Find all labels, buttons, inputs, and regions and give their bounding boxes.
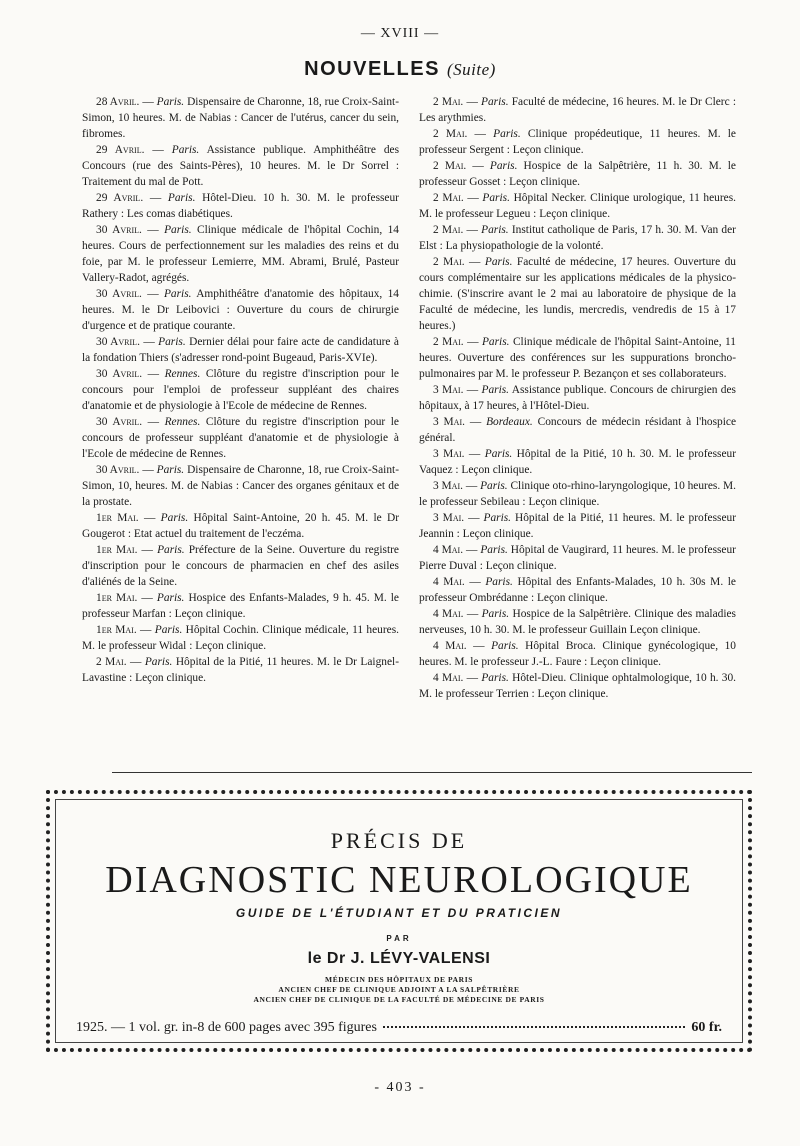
news-entry: 30 Avril. — Paris. Clinique médicale de l'hôpital Cochin, 14 heures. Cours de perfectionnement sur les maladies des reins et du foie, par M. le professeur Lemierre, MM. Abrami, Brulé, Pasteur Vallery-Radot, agrégés. xyxy=(82,224,399,284)
entry-date: 3 Mai. xyxy=(433,416,465,428)
entry-text: Hospice des Enfants-Malades, 9 h. 45. M. le professeur Marfan : Leçon clinique. xyxy=(82,592,399,620)
entry-city: Paris. xyxy=(156,96,185,108)
entry-text: Préfecture de la Seine. Ouverture du registre d'inscription pour le concours de pharmacien en chef des asiles d'aliénés de la Seine. xyxy=(82,544,399,588)
news-entry: 4 Mai. — Paris. Hospice de la Salpêtrière. Clinique des maladies nerveuses, 10 h. 30. M. le professeur Guillain Leçon clinique. xyxy=(419,608,736,636)
news-entry: 29 Avril. — Paris. Hôtel-Dieu. 10 h. 30. M. le professeur Rathery : Les comas diabétiques. xyxy=(82,192,399,220)
entry-text: Clinique médicale de l'hôpital Saint-Antoine, 11 heures. Ouverture des conférences sur les suppurations broncho-pulmonaires par M. le professeur P. Bezançon et ses collaborateurs. xyxy=(419,336,736,380)
news-entry: 4 Mai. — Paris. Hôpital des Enfants-Malades, 10 h. 30s M. le professeur Ombrédanne : Leçon clinique. xyxy=(419,576,736,604)
news-entry: 3 Mai. — Paris. Clinique oto-rhino-laryngologique, 10 heures. M. le professeur Sebileau : Leçon clinique. xyxy=(419,480,737,508)
entry-city: Paris. xyxy=(160,512,189,524)
entry-text: Hôpital de la Pitié, 10 h. 30. M. le professeur Vaquez : Leçon clinique. xyxy=(419,448,736,476)
entry-city: Rennes. xyxy=(164,368,201,380)
entry-text: Assistance publique. Concours de chirurgien des hôpitaux, à 17 heures, à l'Hôtel-Dieu. xyxy=(419,384,736,412)
entry-date: 4 Mai. xyxy=(433,608,464,620)
news-entry: 2 Mai. — Paris. Faculté de médecine, 17 heures. Ouverture du cours complémentaire sur les applications médicales de la physico-chimie. (S'inscrire avant le 2 mai au laboratoire de physique de la Faculté de médecine, les lundis, mercredis, vendredis de 15 à 17 heures.) xyxy=(419,256,736,332)
news-entry: 3 Mai. — Bordeaux. Concours de médecin résidant à l'hospice général. xyxy=(419,416,736,444)
news-entry: 2 Mai. — Paris. Hôpital Necker. Clinique urologique, 11 heures. M. le professeur Legueu : Leçon clinique. xyxy=(419,192,736,220)
entry-city: Paris. xyxy=(481,96,509,108)
entry-text: Hôpital Saint-Antoine, 20 h. 45. M. le Dr Gougerot : Etat actuel du traitement de l'eczéma. xyxy=(82,512,399,540)
entry-date: 2 Mai. xyxy=(433,336,464,348)
entry-city: Paris. xyxy=(483,512,512,524)
entry-text: Hôtel-Dieu. 10 h. 30. M. le professeur Rathery : Les comas diabétiques. xyxy=(82,192,399,220)
entry-date: 4 Mai. xyxy=(433,544,464,556)
entry-city: Paris. xyxy=(157,544,185,556)
news-entry: 30 Avril. — Paris. Dispensaire de Charonne, 18, rue Croix-Saint-Simon, 10, heures. M. de Nabias : Cancer des organes génitaux et de la prostate. xyxy=(82,464,399,508)
entry-text: Assistance publique. Amphithéâtre des Concours (rue des Saints-Pères), 10 heures. M. le Dr Sorrel : Traitement du mal de Pott. xyxy=(82,144,400,188)
entry-city: Paris. xyxy=(480,480,508,492)
entry-city: Paris. xyxy=(164,224,192,236)
entry-city: Paris. xyxy=(491,640,519,652)
entry-date: 1er Mai. xyxy=(96,592,138,604)
ad-credential: ANCIEN CHEF DE CLINIQUE DE LA FACULTÉ DE MÉDECINE DE PARIS xyxy=(253,995,545,1004)
news-entry: 30 Avril. — Paris. Amphithéâtre d'anatomie des hôpitaux, 14 heures. M. le Dr Leibovici : Ouverture du cours de chirurgie d'urgence et de pratique courante. xyxy=(82,288,399,332)
news-entry: 3 Mai. — Paris. Assistance publique. Concours de chirurgien des hôpitaux, à 17 heures, à l'Hôtel-Dieu. xyxy=(419,384,736,412)
entry-date: 3 Mai. xyxy=(433,448,465,460)
entry-text: Institut catholique de Paris, 17 h. 30. M. Van der Elst : La physiopathologie de la volonté. xyxy=(419,224,736,252)
ad-inner-frame xyxy=(55,799,743,1043)
news-entry: 28 Avril. — Paris. Dispensaire de Charonne, 18, rue Croix-Saint-Simon, 10 heures. M. de Nabias : Cancer de l'utérus, cancer du sein, fibromes. xyxy=(82,96,399,140)
ad-publication: 1925. — 1 vol. gr. in-8 de 600 pages avec 395 figures xyxy=(76,1020,377,1035)
entry-date: 30 Avril. xyxy=(96,416,143,428)
entry-date: 28 Avril. xyxy=(96,96,140,108)
news-entry: 4 Mai. — Paris. Hôpital de Vaugirard, 11 heures. M. le professeur Pierre Duval : Leçon clinique. xyxy=(419,544,736,572)
divider-rule xyxy=(112,772,752,773)
entry-city: Paris. xyxy=(480,544,508,556)
entry-date: 30 Avril. xyxy=(96,336,140,348)
book-advertisement xyxy=(46,790,752,1052)
entry-date: 2 Mai. xyxy=(433,224,464,236)
entry-city: Paris. xyxy=(485,576,513,588)
entry-date: 3 Mai. xyxy=(433,480,463,492)
news-columns xyxy=(82,94,736,702)
ad-subtitle: GUIDE DE L'ÉTUDIANT ET DU PRATICIEN xyxy=(235,906,563,920)
entry-text: Hôpital de Vaugirard, 11 heures. M. le professeur Pierre Duval : Leçon clinique. xyxy=(419,544,736,572)
entry-date: 4 Mai. xyxy=(433,640,467,652)
news-entry: 2 Mai. — Paris. Faculté de médecine, 16 heures. M. le Dr Clerc : Les arythmies. xyxy=(419,96,736,124)
entry-text: Dispensaire de Charonne, 18, rue Croix-Saint-Simon, 10 heures. M. de Nabias : Cancer de l'utérus, cancer du sein, fibromes. xyxy=(82,96,399,140)
entry-date: 1er Mai. xyxy=(96,512,139,524)
news-entry: 2 Mai. — Paris. Hospice de la Salpêtrière, 11 h. 30. M. le professeur Gosset : Leçon clinique. xyxy=(419,160,736,188)
entry-city: Paris. xyxy=(171,144,200,156)
news-entry: 3 Mai. — Paris. Hôpital de la Pitié, 11 heures. M. le professeur Jeannin : Leçon clinique. xyxy=(419,512,736,540)
entry-city: Paris. xyxy=(163,288,192,300)
ad-price: 60 fr. xyxy=(691,1020,722,1035)
ad-credential: MÉDECIN DES HÔPITAUX DE PARIS xyxy=(325,975,473,984)
entry-text: Clinique oto-rhino-laryngologique, 10 heures. M. le professeur Sebileau : Leçon clinique. xyxy=(419,480,737,508)
entry-city: Paris. xyxy=(484,448,513,460)
entry-text: Amphithéâtre d'anatomie des hôpitaux, 14 heures. M. le Dr Leibovici : Ouverture du cours de chirurgie d'urgence et de pratique courante. xyxy=(82,288,399,332)
entry-city: Paris. xyxy=(493,128,521,140)
entry-date: 30 Avril. xyxy=(96,368,143,380)
news-entry: 4 Mai. — Paris. Hôpital Broca. Clinique gynécologique, 10 heures. M. le professeur J.-L. Faure : Leçon clinique. xyxy=(419,640,736,668)
entry-text: Clinique médicale de l'hôpital Cochin, 14 heures. Cours de perfectionnement sur les maladies des reins et du foie, par M. le professeur Lemierre, MM. Abrami, Brulé, Pasteur Vallery-Radot, agrégés. xyxy=(82,224,399,284)
entry-city: Paris. xyxy=(156,464,185,476)
entry-city: Paris. xyxy=(481,384,510,396)
news-entry: 1er Mai. — Paris. Hôpital Cochin. Clinique médicale, 11 heures. M. le professeur Widal : Leçon clinique. xyxy=(82,624,399,652)
news-entry: 1er Mai. — Paris. Hospice des Enfants-Malades, 9 h. 45. M. le professeur Marfan : Leçon clinique. xyxy=(82,592,399,620)
entry-date: 2 Mai. xyxy=(433,192,464,204)
entry-city: Paris. xyxy=(158,336,186,348)
entry-city: Paris. xyxy=(481,672,509,684)
entry-date: 1er Mai. xyxy=(96,544,138,556)
entry-city: Bordeaux. xyxy=(486,416,533,428)
ad-title: DIAGNOSTIC NEUROLOGIQUE xyxy=(105,859,693,901)
entry-text: Dernier délai pour faire acte de candidature à la fondation Thiers (s'adresser rond-point Bugeaud, Paris-XVIe). xyxy=(82,336,399,364)
news-entry: 30 Avril. — Rennes. Clôture du registre d'inscription pour le concours de professeur suppléant d'anatomie et de physiologie à l'Ecole de médecine de Rennes. xyxy=(82,416,399,460)
entry-date: 2 Mai. xyxy=(96,656,127,668)
right-column xyxy=(419,94,736,702)
entry-date: 2 Mai. xyxy=(433,128,468,140)
entry-city: Paris. xyxy=(154,624,183,636)
news-entry: 30 Avril. — Paris. Dernier délai pour faire acte de candidature à la fondation Thiers (s'adresser rond-point Bugeaud, Paris-XVIe). xyxy=(82,336,399,364)
entry-text: Faculté de médecine, 16 heures. M. le Dr Clerc : Les arythmies. xyxy=(419,96,736,124)
entry-city: Paris. xyxy=(481,336,510,348)
entry-date: 30 Avril. xyxy=(96,464,140,476)
entry-text: Hôpital de la Pitié, 11 heures. M. le professeur Jeannin : Leçon clinique. xyxy=(419,512,736,540)
entry-text: Hôpital Broca. Clinique gynécologique, 10 heures. M. le professeur J.-L. Faure : Leçon clinique. xyxy=(419,640,736,668)
entry-text: Hôpital des Enfants-Malades, 10 h. 30s M. le professeur Ombrédanne : Leçon clinique. xyxy=(419,576,736,604)
entry-text: Hôpital Necker. Clinique urologique, 11 heures. M. le professeur Legueu : Leçon clinique. xyxy=(419,192,736,220)
section-title-text: NOUVELLES xyxy=(304,58,440,80)
entry-text: Hôpital de la Pitié, 11 heures. M. le Dr Laignel-Lavastine : Leçon clinique. xyxy=(82,656,400,684)
news-entry: 2 Mai. — Paris. Institut catholique de Paris, 17 h. 30. M. Van der Elst : La physiopathologie de la volonté. xyxy=(419,224,736,252)
entry-text: Clinique propédeutique, 11 heures. M. le professeur Sergent : Leçon clinique. xyxy=(419,128,736,156)
entry-city: Rennes. xyxy=(164,416,201,428)
ad-precis: PRÉCIS DE xyxy=(330,828,468,853)
entry-date: 4 Mai. xyxy=(433,576,465,588)
entry-date: 30 Avril. xyxy=(96,288,142,300)
entry-date: 30 Avril. xyxy=(96,224,142,236)
entry-text: Dispensaire de Charonne, 18, rue Croix-Saint-Simon, 10, heures. M. de Nabias : Cancer des organes génitaux et de la prostate. xyxy=(82,464,399,508)
page-roman-numeral: — XVIII — xyxy=(360,26,440,41)
section-title xyxy=(0,58,800,81)
news-entry: 1er Mai. — Paris. Hôpital Saint-Antoine, 20 h. 45. M. le Dr Gougerot : Etat actuel du traitement de l'eczéma. xyxy=(82,512,399,540)
entry-text: Clôture du registre d'inscription pour le concours de professeur suppléant d'anatomie et de physiologie à l'Ecole de médecine de Rennes. xyxy=(82,416,399,460)
entry-city: Paris. xyxy=(156,592,185,604)
ad-par: PAR xyxy=(386,934,412,943)
entry-date: 2 Mai. xyxy=(433,256,465,268)
entry-date: 3 Mai. xyxy=(433,512,465,524)
entry-text: Hôtel-Dieu. Clinique ophtalmologique, 10 h. 30. M. le professeur Terrien : Leçon clinique. xyxy=(419,672,737,700)
news-entry: 2 Mai. — Paris. Hôpital de la Pitié, 11 heures. M. le Dr Laignel-Lavastine : Leçon clinique. xyxy=(82,656,400,684)
entry-date: 4 Mai. xyxy=(433,672,464,684)
entry-text: Concours de médecin résidant à l'hospice général. xyxy=(419,416,736,444)
news-entry: 1er Mai. — Paris. Préfecture de la Seine. Ouverture du registre d'inscription pour le concours de pharmacien en chef des asiles d'aliénés de la Seine. xyxy=(82,544,399,588)
entry-date: 2 Mai. xyxy=(433,160,467,172)
news-entry: 4 Mai. — Paris. Hôtel-Dieu. Clinique ophtalmologique, 10 h. 30. M. le professeur Terrien : Leçon clinique. xyxy=(419,672,737,700)
news-entry: 2 Mai. — Paris. Clinique propédeutique, 11 heures. M. le professeur Sergent : Leçon clinique. xyxy=(419,128,736,156)
page-number: - 403 - xyxy=(374,1080,426,1095)
entry-city: Paris. xyxy=(167,192,196,204)
entry-city: Paris. xyxy=(482,192,510,204)
entry-city: Paris. xyxy=(489,160,518,172)
entry-city: Paris. xyxy=(481,608,510,620)
left-column xyxy=(82,94,399,702)
entry-city: Paris. xyxy=(484,256,513,268)
entry-date: 29 Avril. xyxy=(96,144,145,156)
entry-date: 1er Mai. xyxy=(96,624,137,636)
news-entry: 2 Mai. — Paris. Clinique médicale de l'hôpital Saint-Antoine, 11 heures. Ouverture des conférences sur les suppurations broncho-pulmonaires par M. le professeur P. Bezançon et ses collaborateurs. xyxy=(419,336,736,380)
entry-date: 29 Avril. xyxy=(96,192,144,204)
entry-city: Paris. xyxy=(144,656,173,668)
entry-text: Hospice de la Salpêtrière. Clinique des maladies nerveuses, 10 h. 30. M. le professeur Guillain Leçon clinique. xyxy=(419,608,736,636)
entry-city: Paris. xyxy=(481,224,509,236)
entry-text: Hospice de la Salpêtrière, 11 h. 30. M. le professeur Gosset : Leçon clinique. xyxy=(419,160,736,188)
news-entry: 29 Avril. — Paris. Assistance publique. Amphithéâtre des Concours (rue des Saints-Pères), 10 heures. M. le Dr Sorrel : Traitement du mal de Pott. xyxy=(82,144,400,188)
section-title-suffix: (Suite) xyxy=(446,60,496,79)
entry-text: Clôture du registre d'inscription pour le concours pour l'emploi de professeur suppléant des chaires d'anatomie et de physiologie à l'Ecole de médecine de Rennes. xyxy=(82,368,399,412)
leader-dots xyxy=(383,1026,685,1028)
entry-text: Faculté de médecine, 17 heures. Ouverture du cours complémentaire sur les applications médicales de la physico-chimie. (S'inscrire avant le 2 mai au laboratoire de physique de la Faculté de médecine, les lundis, mercredis, vendredis de 15 à 17 heures.) xyxy=(419,256,736,332)
ad-publication-line xyxy=(76,1020,722,1036)
entry-text: Hôpital Cochin. Clinique médicale, 11 heures. M. le professeur Widal : Leçon clinique. xyxy=(82,624,399,652)
ad-author: le Dr J. LÉVY-VALENSI xyxy=(307,950,491,967)
entry-date: 2 Mai. xyxy=(433,96,464,108)
news-entry: 30 Avril. — Rennes. Clôture du registre d'inscription pour le concours pour l'emploi de professeur suppléant des chaires d'anatomie et de physiologie à l'Ecole de médecine de Rennes. xyxy=(82,368,399,412)
ad-credential: ANCIEN CHEF DE CLINIQUE ADJOINT A LA SALPÊTRIÈRE xyxy=(278,985,520,994)
entry-date: 3 Mai. xyxy=(433,384,464,396)
news-entry: 3 Mai. — Paris. Hôpital de la Pitié, 10 h. 30. M. le professeur Vaquez : Leçon clinique. xyxy=(419,448,736,476)
